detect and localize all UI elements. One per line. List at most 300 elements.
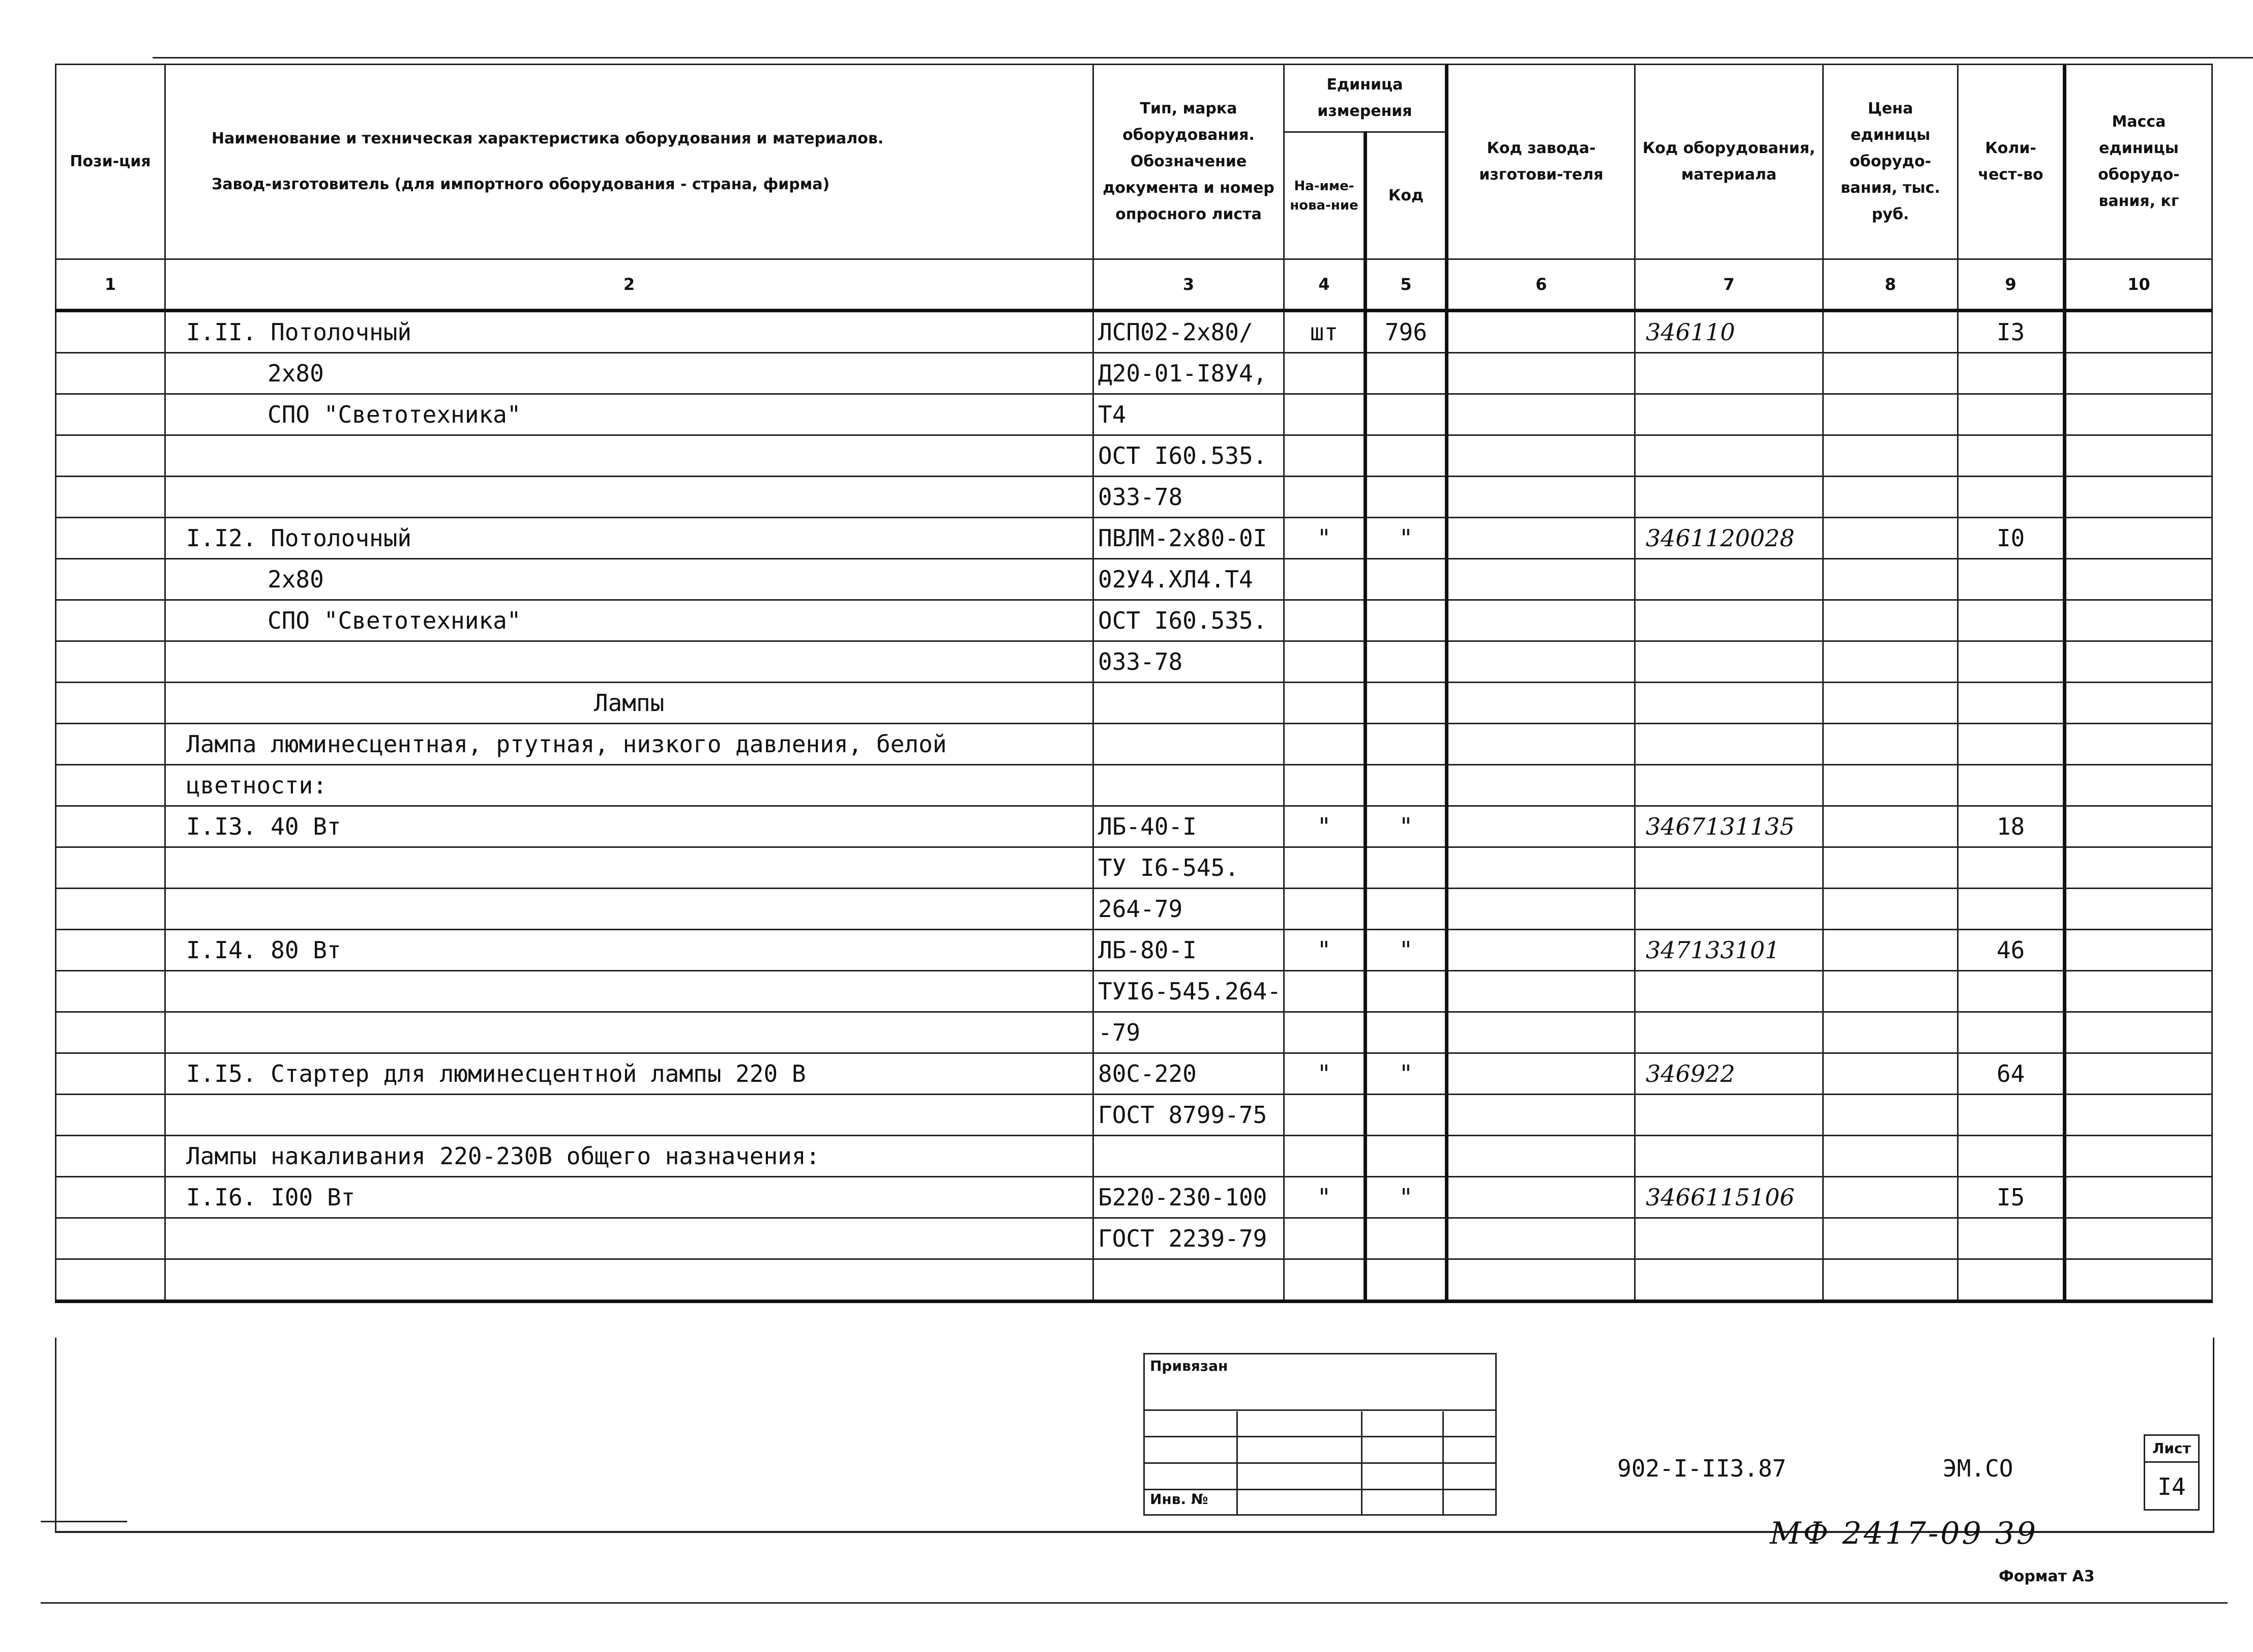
equipment-code-cell [1635,724,1823,765]
position-cell [56,683,165,724]
header-name-line1: Наименование и техническая характеристика оборудования и материалов. [212,130,884,148]
stamp-line [1145,1409,1495,1411]
name-cell: I.I6. I00 Вт [165,1177,1093,1218]
quantity-cell [1958,435,2065,477]
mass-cell [2065,477,2212,518]
unit-code-cell [1366,353,1447,394]
quantity-cell: 18 [1958,806,2065,847]
column-number: 2 [165,259,1093,311]
price-cell [1823,641,1958,683]
quantity-cell: 46 [1958,930,2065,971]
type-cell [1093,765,1284,806]
type-cell: 80С-220 [1093,1053,1284,1095]
stamp-line [1442,1411,1444,1514]
mass-cell [2065,1012,2212,1053]
quantity-cell [1958,765,2065,806]
type-cell: ТУ I6-545. [1093,847,1284,889]
table-row [56,724,2212,765]
factory-code-cell [1447,353,1635,394]
column-number: 8 [1823,259,1958,311]
equipment-code-cell [1635,641,1823,683]
unit-name-cell: " [1284,1177,1366,1218]
price-cell [1823,971,1958,1012]
quantity-cell [1958,394,2065,435]
position-cell [56,1259,165,1302]
position-cell [56,477,165,518]
header-factory-code: Код завода-изготови-теля [1447,65,1635,259]
stamp-bound-label: Привязан [1150,1358,1228,1374]
position-cell [56,1136,165,1177]
table-row [56,559,2212,600]
quantity-cell [1958,559,2065,600]
factory-code-cell [1447,1053,1635,1095]
header-name [165,65,1093,259]
unit-name-cell [1284,683,1366,724]
stamp-line [1361,1411,1362,1514]
factory-code-cell [1447,930,1635,971]
table-row [56,477,2212,518]
table-row [56,930,2212,971]
mass-cell [2065,930,2212,971]
factory-code-cell [1447,806,1635,847]
unit-name-cell: " [1284,806,1366,847]
factory-code-cell [1447,1136,1635,1177]
price-cell [1823,889,1958,930]
table-row [56,394,2212,435]
position-cell [56,971,165,1012]
type-cell: ГОСТ 2239-79 [1093,1218,1284,1259]
column-number: 1 [56,259,165,311]
unit-name-cell [1284,724,1366,765]
factory-code-cell [1447,435,1635,477]
factory-code-cell [1447,1259,1635,1302]
unit-code-cell [1366,477,1447,518]
quantity-cell [1958,477,2065,518]
column-number: 9 [1958,259,2065,311]
name-cell [165,641,1093,683]
unit-name-cell: шт [1284,311,1366,353]
mass-cell [2065,683,2212,724]
type-cell: ЛСП02-2x80/ [1093,311,1284,353]
table-row [56,1095,2212,1136]
unit-code-cell [1366,435,1447,477]
price-cell [1823,930,1958,971]
archive-number: МФ 2417-09 39 [1770,1516,2038,1551]
position-cell [56,353,165,394]
name-cell: СПО "Светотехника" [165,600,1093,641]
price-cell [1823,477,1958,518]
column-number: 4 [1284,259,1366,311]
position-cell [56,806,165,847]
equipment-code-cell [1635,435,1823,477]
position-cell [56,518,165,559]
factory-code-cell [1447,311,1635,353]
bottom-frame [55,1338,2214,1533]
type-cell: Т4 [1093,394,1284,435]
mass-cell [2065,806,2212,847]
position-cell [56,765,165,806]
name-cell: Лампа люминесцентная, ртутная, низкого давления, белой [165,724,1093,765]
table-row [56,1177,2212,1218]
position-cell [56,930,165,971]
unit-code-cell [1366,1095,1447,1136]
type-cell [1093,1259,1284,1302]
name-cell [165,477,1093,518]
factory-code-cell [1447,1218,1635,1259]
position-cell [56,394,165,435]
equipment-code-cell [1635,683,1823,724]
unit-code-cell: " [1366,518,1447,559]
price-cell [1823,765,1958,806]
equipment-code-cell [1635,1218,1823,1259]
position-cell [56,724,165,765]
header-equipment-code: Код оборудования, материала [1635,65,1823,259]
mass-cell [2065,1259,2212,1302]
column-number-row [56,259,2212,311]
name-cell [165,1012,1093,1053]
table-row [56,1259,2212,1302]
quantity-cell [1958,724,2065,765]
top-rule [153,57,2253,58]
factory-code-cell [1447,1095,1635,1136]
header-position: Пози-ция [56,65,165,259]
unit-name-cell: " [1284,1053,1366,1095]
table-row [56,641,2212,683]
table-row [56,1053,2212,1095]
equipment-code-cell [1635,1012,1823,1053]
equipment-code-cell [1635,847,1823,889]
document-code: 902-I-II3.87 [1617,1455,1787,1482]
type-cell: ЛБ-80-I [1093,930,1284,971]
unit-code-cell [1366,394,1447,435]
quantity-cell: 64 [1958,1053,2065,1095]
factory-code-cell [1447,847,1635,889]
unit-code-cell [1366,724,1447,765]
unit-name-cell [1284,971,1366,1012]
mass-cell [2065,889,2212,930]
name-cell: 2x80 [165,559,1093,600]
unit-name-cell [1284,1136,1366,1177]
mass-cell [2065,1095,2212,1136]
unit-code-cell: " [1366,930,1447,971]
unit-code-cell: " [1366,1053,1447,1095]
factory-code-cell [1447,559,1635,600]
position-cell [56,435,165,477]
format-label: Формат А3 [1999,1568,2095,1585]
price-cell [1823,1053,1958,1095]
table-row [56,311,2212,353]
header-unit-group: Единица измерения [1284,65,1447,132]
unit-name-cell [1284,600,1366,641]
type-cell: Б220-230-100 [1093,1177,1284,1218]
factory-code-cell [1447,518,1635,559]
name-cell [165,847,1093,889]
price-cell [1823,1218,1958,1259]
mass-cell [2065,518,2212,559]
quantity-cell [1958,847,2065,889]
header-price: Цена единицы оборудо-вания, тыс. руб. [1823,65,1958,259]
unit-code-cell [1366,765,1447,806]
equipment-code-cell [1635,1136,1823,1177]
price-cell [1823,518,1958,559]
equipment-code-cell: 346110 [1635,311,1823,353]
mass-cell [2065,311,2212,353]
quantity-cell [1958,1218,2065,1259]
name-cell [165,435,1093,477]
quantity-cell [1958,1136,2065,1177]
name-cell: I.I5. Стартер для люминесцентной лампы 220 В [165,1053,1093,1095]
type-cell: 033-78 [1093,477,1284,518]
price-cell [1823,683,1958,724]
position-cell [56,847,165,889]
header-unit-name: На-име-нова-ние [1284,132,1366,259]
type-cell [1093,724,1284,765]
unit-name-cell [1284,477,1366,518]
quantity-cell [1958,600,2065,641]
price-cell [1823,1177,1958,1218]
equipment-code-cell: 3467131135 [1635,806,1823,847]
unit-name-cell [1284,1218,1366,1259]
quantity-cell [1958,889,2065,930]
price-cell [1823,847,1958,889]
price-cell [1823,1136,1958,1177]
equipment-code-cell [1635,971,1823,1012]
quantity-cell: I0 [1958,518,2065,559]
mass-cell [2065,600,2212,641]
equipment-code-cell [1635,765,1823,806]
price-cell [1823,559,1958,600]
price-cell [1823,806,1958,847]
name-cell: Лампы [165,683,1093,724]
position-cell [56,1053,165,1095]
unit-code-cell [1366,1218,1447,1259]
table-row [56,353,2212,394]
price-cell [1823,724,1958,765]
type-cell: ОСТ I60.535. [1093,600,1284,641]
unit-code-cell [1366,600,1447,641]
type-cell [1093,1136,1284,1177]
mass-cell [2065,394,2212,435]
unit-name-cell [1284,765,1366,806]
type-cell: -79 [1093,1012,1284,1053]
unit-code-cell [1366,971,1447,1012]
table-row [56,683,2212,724]
sheet-label: Лист [2145,1436,2198,1463]
equipment-code-cell [1635,600,1823,641]
bottom-rule [41,1602,2228,1604]
factory-code-cell [1447,889,1635,930]
type-cell: ТУI6-545.264- [1093,971,1284,1012]
column-number: 6 [1447,259,1635,311]
column-number: 7 [1635,259,1823,311]
column-number: 10 [2065,259,2212,311]
name-cell: I.II. Потолочный [165,311,1093,353]
position-cell [56,889,165,930]
price-cell [1823,1095,1958,1136]
sheet-box [2144,1434,2200,1511]
type-cell: 033-78 [1093,641,1284,683]
position-cell [56,559,165,600]
factory-code-cell [1447,1177,1635,1218]
equipment-code-cell [1635,559,1823,600]
equipment-code-cell [1635,1095,1823,1136]
table-row [56,518,2212,559]
column-number: 3 [1093,259,1284,311]
type-cell: ПВЛМ-2x80-0I [1093,518,1284,559]
position-cell [56,1095,165,1136]
unit-name-cell [1284,847,1366,889]
unit-name-cell [1284,889,1366,930]
factory-code-cell [1447,724,1635,765]
table-row [56,1218,2212,1259]
mass-cell [2065,847,2212,889]
equipment-code-cell: 3461120028 [1635,518,1823,559]
position-cell [56,1177,165,1218]
unit-name-cell [1284,353,1366,394]
unit-name-cell: " [1284,930,1366,971]
table-row [56,889,2212,930]
table-row [56,1136,2212,1177]
factory-code-cell [1447,971,1635,1012]
factory-code-cell [1447,641,1635,683]
mass-cell [2065,765,2212,806]
unit-name-cell [1284,1259,1366,1302]
price-cell [1823,600,1958,641]
specification-table [55,64,2213,1303]
mass-cell [2065,1218,2212,1259]
name-cell: 2x80 [165,353,1093,394]
price-cell [1823,435,1958,477]
factory-code-cell [1447,394,1635,435]
position-cell [56,641,165,683]
quantity-cell: I5 [1958,1177,2065,1218]
factory-code-cell [1447,477,1635,518]
equipment-code-cell: 346922 [1635,1053,1823,1095]
mass-cell [2065,1177,2212,1218]
header-unit-code: Код [1366,132,1447,259]
quantity-cell [1958,1095,2065,1136]
price-cell [1823,1259,1958,1302]
header-row [56,65,2212,132]
name-cell: цветности: [165,765,1093,806]
type-cell: Д20-01-I8У4, [1093,353,1284,394]
unit-code-cell [1366,1012,1447,1053]
unit-name-cell [1284,1095,1366,1136]
header-type: Тип, марка оборудования. Обозначение документа и номер опросного листа [1093,65,1284,259]
unit-code-cell: " [1366,806,1447,847]
unit-name-cell [1284,559,1366,600]
type-cell: 02У4.ХЛ4.Т4 [1093,559,1284,600]
column-number: 5 [1366,259,1447,311]
quantity-cell [1958,683,2065,724]
type-cell: ЛБ-40-I [1093,806,1284,847]
equipment-code-cell [1635,477,1823,518]
unit-name-cell [1284,435,1366,477]
position-cell [56,1218,165,1259]
position-cell [56,311,165,353]
stamp-line [1236,1411,1238,1514]
name-cell [165,1095,1093,1136]
equipment-code-cell [1635,1259,1823,1302]
name-cell [165,1259,1093,1302]
type-cell: ОСТ I60.535. [1093,435,1284,477]
stamp-grid [1143,1353,1497,1516]
unit-code-cell [1366,847,1447,889]
quantity-cell [1958,641,2065,683]
equipment-code-cell: 347133101 [1635,930,1823,971]
table-row [56,847,2212,889]
unit-code-cell [1366,1136,1447,1177]
document-mark: ЭМ.СО [1943,1455,2013,1482]
table-row [56,971,2212,1012]
unit-name-cell [1284,1012,1366,1053]
unit-code-cell [1366,559,1447,600]
equipment-code-cell [1635,889,1823,930]
quantity-cell [1958,971,2065,1012]
unit-name-cell: " [1284,518,1366,559]
name-cell: Лампы накаливания 220-230В общего назначения: [165,1136,1093,1177]
unit-name-cell [1284,394,1366,435]
header-name-line2: Завод-изготовитель (для импортного оборудования - страна, фирма) [212,175,830,193]
table-row [56,600,2212,641]
margin-rule [41,1521,127,1522]
quantity-cell: I3 [1958,311,2065,353]
unit-code-cell: " [1366,1177,1447,1218]
name-cell [165,1218,1093,1259]
name-cell: I.I2. Потолочный [165,518,1093,559]
mass-cell [2065,724,2212,765]
price-cell [1823,1012,1958,1053]
name-cell [165,889,1093,930]
mass-cell [2065,971,2212,1012]
mass-cell [2065,353,2212,394]
position-cell [56,600,165,641]
mass-cell [2065,435,2212,477]
quantity-cell [1958,1259,2065,1302]
type-cell [1093,683,1284,724]
unit-code-cell [1366,1259,1447,1302]
type-cell: ГОСТ 8799-75 [1093,1095,1284,1136]
mass-cell [2065,641,2212,683]
header-quantity: Коли-чест-во [1958,65,2065,259]
price-cell [1823,394,1958,435]
factory-code-cell [1447,683,1635,724]
factory-code-cell [1447,765,1635,806]
stamp-inv-label: Инв. № [1150,1491,1208,1508]
table-row [56,806,2212,847]
unit-code-cell [1366,641,1447,683]
table-row [56,435,2212,477]
type-cell: 264-79 [1093,889,1284,930]
name-cell: СПО "Светотехника" [165,394,1093,435]
factory-code-cell [1447,1012,1635,1053]
price-cell [1823,353,1958,394]
unit-code-cell [1366,683,1447,724]
unit-code-cell [1366,889,1447,930]
mass-cell [2065,1053,2212,1095]
unit-name-cell [1284,641,1366,683]
price-cell [1823,311,1958,353]
quantity-cell [1958,353,2065,394]
table-row [56,1012,2212,1053]
name-cell [165,971,1093,1012]
sheet-number: I4 [2157,1473,2186,1500]
quantity-cell [1958,1012,2065,1053]
unit-code-cell: 796 [1366,311,1447,353]
table-row [56,765,2212,806]
name-cell: I.I3. 40 Вт [165,806,1093,847]
header-mass: Масса единицы оборудо-вания, кг [2065,65,2212,259]
